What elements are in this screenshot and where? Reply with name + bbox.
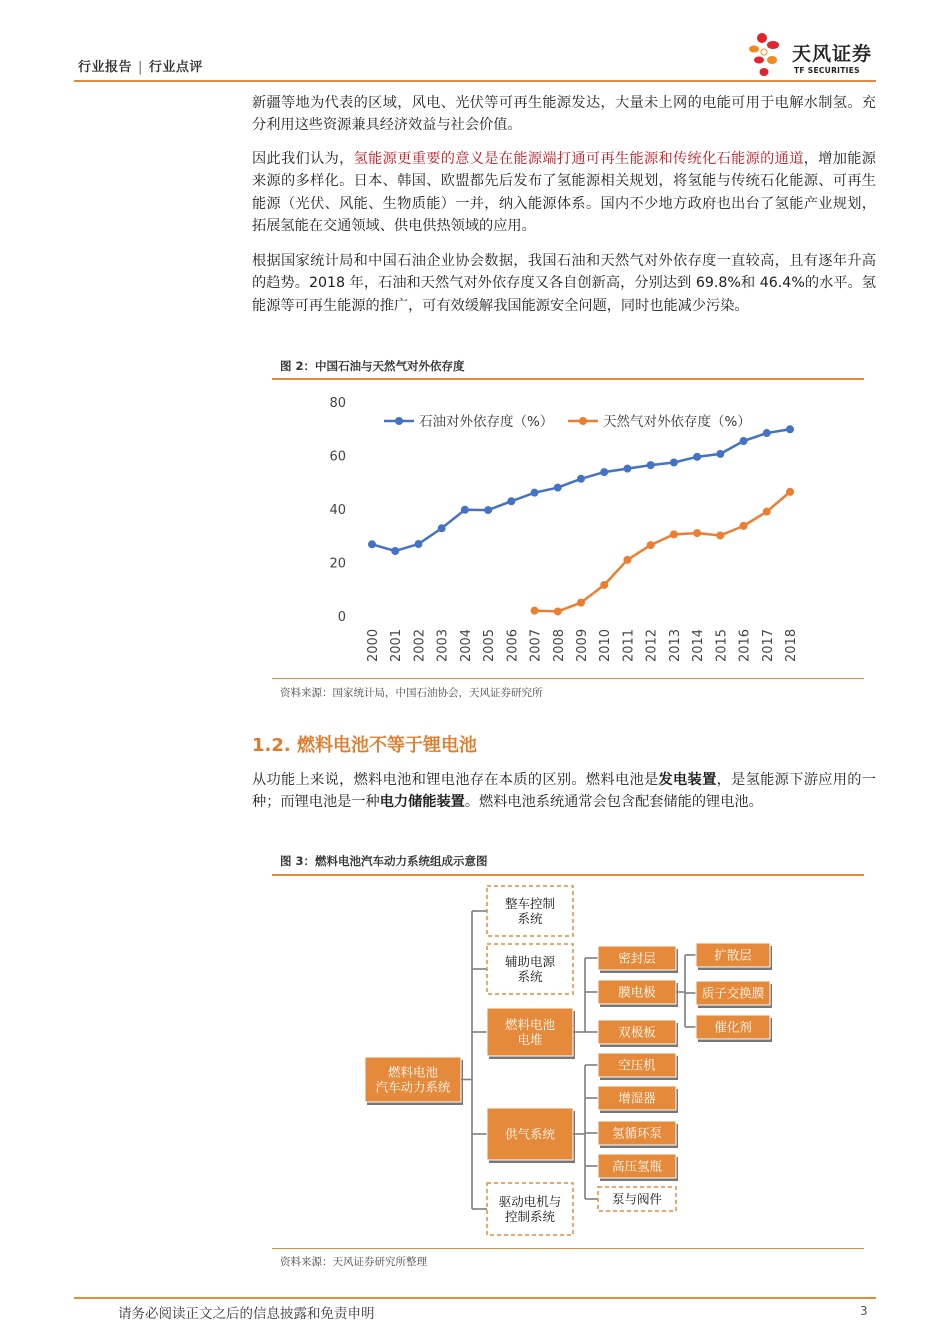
x-tick-label: 2015 [714,628,730,662]
node-label: 膜电极 [618,984,656,1000]
plot-area [368,425,794,615]
logo-title: 天风证券 [792,43,873,65]
node-stack-child [598,1020,678,1047]
node-gas-child [598,1187,676,1211]
x-tick-label: 2011 [621,628,637,662]
y-tick-label: 60 [329,449,346,465]
x-tick-label: 2009 [575,628,590,662]
node-label: 氢循环泵 [611,1125,663,1141]
data-point [786,425,794,433]
data-point [693,529,701,537]
data-point [623,556,631,564]
figure-2-title: 图 2：中国石油与天然气对外依存度 [280,359,465,373]
node-level1 [487,1008,575,1059]
node-label: 空压机 [618,1057,656,1073]
x-tick-label: 2010 [598,628,614,662]
node-label: 辅助电源 [504,954,556,969]
x-tick-label: 2013 [667,628,683,662]
data-point [600,468,608,476]
tree-diagram [272,876,864,1246]
data-point [531,607,539,615]
header-separator: | [138,60,143,75]
paragraph-4-bold-2: 电力储能装置 [379,794,465,811]
node-level1 [487,944,573,994]
node-gas-child [598,1053,678,1080]
x-axis [366,629,799,662]
x-tick-label: 2005 [482,628,498,662]
paragraph-3: 根据国家统计局和中国石油企业协会数据，我国石油和天然气对外依存度一直较高，且有逐年升高的趋势。2018 年，石油和天然气对外依存度又各自创新高，分别达到 69.8%和 46.4%的水平。氢能源等可再生能源的推广，可有效缓解我国能源安全问题，同时也能减少污染。 [252,253,876,314]
node-label: 控制系统 [504,1209,556,1224]
node-label: 增湿器 [618,1090,656,1106]
node-label: 供气系统 [504,1126,556,1142]
paragraph-4-c: ，是氢能源下游应用的一种；而锂电池是一种 [252,772,876,811]
header-breadcrumb [78,56,203,75]
x-tick-label: 2004 [458,628,474,662]
chart-legend [384,413,751,430]
x-tick-label: 2012 [644,628,660,662]
data-point [600,581,608,589]
node-stack-child [598,946,678,973]
node-label: 整车控制 [504,896,556,911]
node-label: 双极板 [618,1024,656,1040]
figure-3-title: 图 3：燃料电池汽车动力系统组成示意图 [280,854,488,868]
x-tick-label: 2000 [366,628,381,662]
figure-2-source: 资料来源：国家统计局，中国石油协会，天风证券研究所 [280,687,543,699]
node-level1 [487,1183,573,1235]
data-point [577,475,585,483]
node-gas-child [598,1154,678,1181]
legend-marker [579,417,587,425]
paragraph-2 [252,148,876,238]
data-point [716,450,724,458]
node-label: 泵与阀件 [611,1191,663,1207]
node-level1 [487,886,573,936]
figure-3-bottom-rule [272,1248,864,1249]
y-tick-label: 40 [329,503,346,518]
data-point [670,458,678,466]
data-point [716,531,724,539]
y-axis [329,396,346,625]
header-category: 行业报告 [78,60,133,75]
data-point [368,540,376,548]
figure-3-source: 资料来源：天风证券研究所整理 [280,1256,427,1268]
paragraph-2-rest: ，增加能源来源的多样化。日本、韩国、欧盟都先后发布了氢能源相关规划，将氢能与传统石化能源、可再生能源（光伏、风能、生物质能）一并，纳入能源体系。国内不少地方政府也出台了氢能产业规划，拓展氢能在交通领域、供电供热领域的应用。 [252,151,876,235]
node-mea-child [696,1015,772,1042]
node-level1 [487,1108,575,1163]
node-mea-child [696,943,772,970]
node-label: 密封层 [618,950,656,966]
legend-marker [395,417,403,425]
data-point [531,489,539,497]
node-gas-child [598,1121,678,1148]
node-mea-child [696,981,772,1008]
data-point [740,437,748,445]
data-point [763,508,771,516]
x-tick-label: 2008 [551,628,567,662]
paragraph-4-bold-1: 发电装置 [658,772,717,788]
node-gas-child [598,1086,678,1113]
x-tick-label: 2016 [737,628,753,662]
data-point [391,547,399,555]
x-tick-label: 2006 [505,628,521,662]
node-label: 电堆 [517,1032,543,1047]
node-label: 催化剂 [714,1019,752,1035]
legend-label: 天然气对外依存度（%） [603,414,751,430]
line-chart [272,380,872,680]
node-label: 系统 [517,911,543,926]
data-point [740,522,748,530]
x-tick-label: 2017 [760,628,776,662]
data-point [461,506,469,514]
header-rule [74,80,876,82]
paragraph-2-highlight: 氢能源更重要的意义是在能源端打通可再生能源和传统化石能源的通道 [353,151,804,167]
node-label: 质子交换膜 [701,985,765,1001]
page-number: 3 [860,1304,868,1318]
data-point [786,488,794,496]
node-label: 扩散层 [714,947,752,963]
paragraph-1: 新疆等地为代表的区域，风电、光伏等可再生能源发达，大量未上网的电能可用于电解水制氢。充分利用这些资源兼具经济效益与社会价值。 [252,95,876,134]
y-tick-label: 80 [329,396,346,411]
data-point [647,541,655,549]
paragraph-4-a: 从功能上来说，燃料电池和锂电池存在本质的区别。燃料电池是 [252,772,659,788]
header-subcategory: 行业点评 [148,60,203,75]
section-title: 1.2. 燃料电池不等于锂电池 [252,735,477,756]
data-point [414,540,422,548]
paragraph-2-lead: 因此我们认为， [252,151,354,167]
logo-subtitle: TF SECURITIES [794,66,860,75]
data-point [554,607,562,615]
node-label: 汽车动力系统 [375,1079,451,1095]
node-label: 驱动电机与 [498,1194,562,1209]
x-tick-label: 2018 [784,628,799,662]
data-point [647,461,655,469]
series-line [535,492,790,612]
data-point [438,524,446,532]
node-label: 燃料电池 [387,1064,439,1080]
node-label: 系统 [517,969,543,984]
data-point [763,429,771,437]
x-tick-label: 2007 [528,628,544,662]
footer-disclaimer: 请务必阅读正文之后的信息披露和免责申明 [118,1306,375,1322]
data-point [507,497,515,505]
x-tick-label: 2001 [389,628,405,662]
node-label: 燃料电池 [504,1017,556,1032]
footer-rule [74,1297,876,1299]
data-point [623,465,631,473]
legend-label: 石油对外依存度（%） [419,414,554,430]
paragraph-4 [252,769,876,814]
figure-2-bottom-rule [272,678,864,679]
y-tick-label: 20 [329,556,346,572]
data-point [577,599,585,607]
data-point [484,506,492,514]
node-label: 高压氢瓶 [611,1158,663,1174]
node-stack-child [598,980,678,1007]
data-point [670,530,678,538]
data-point [693,453,701,461]
node-root [365,1057,463,1105]
x-tick-label: 2014 [691,628,707,662]
x-tick-label: 2002 [412,628,428,662]
x-tick-label: 2003 [435,628,451,662]
paragraph-4-d: 。燃料电池系统通常会包含配套储能的锂电池。 [464,794,763,811]
data-point [554,484,562,492]
y-tick-label: 0 [337,610,346,625]
